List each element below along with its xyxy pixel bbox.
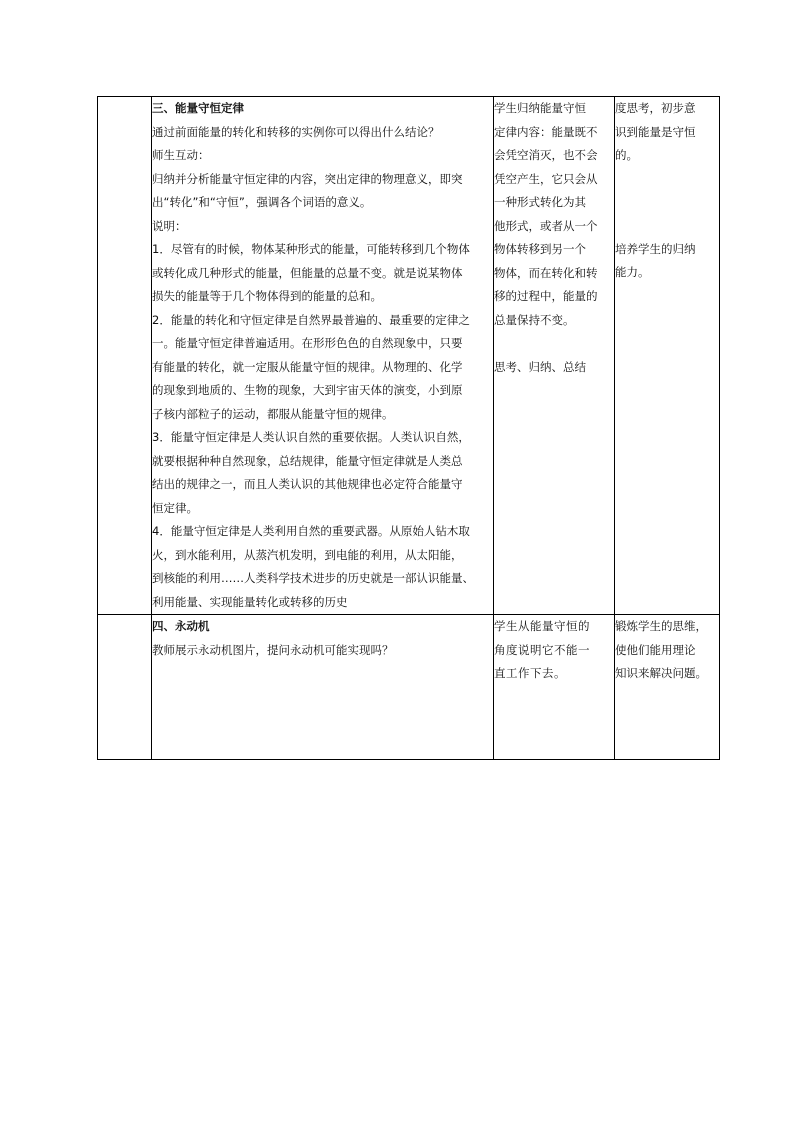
empty-cell — [98, 97, 152, 615]
teaching-content-cell — [152, 615, 494, 760]
note-point-2 — [152, 309, 493, 427]
interaction-text — [152, 168, 493, 215]
empty-cell — [98, 615, 152, 760]
intent-summary — [615, 615, 719, 686]
text-line: 火，到水能利用，从蒸汽机发明，到电能的利用，从太阳能， — [152, 547, 463, 562]
text-line: 定律内容：能量既不 — [494, 124, 598, 139]
text-line: 恒定律。 — [152, 500, 198, 515]
teacher-activity: 教师展示永动机图片，提问永动机可能实现吗？ — [152, 642, 394, 657]
text-line: 移的过程中，能量的 — [494, 289, 598, 303]
text-line: 子核内部粒子的运动，都服从能量守恒的规律。 — [152, 406, 394, 421]
note-point-3 — [152, 426, 493, 520]
design-intent-cell — [615, 97, 720, 615]
intent-summary — [615, 238, 719, 285]
text-line: 一种形式转化为其 — [494, 195, 586, 209]
text-line: 会凭空消灭，也不会 — [494, 148, 598, 162]
student-activity-cell — [494, 615, 615, 760]
text-line: 到核能的利用……人类科学技术进步的历史就是一部认识能量、 — [152, 571, 474, 585]
text-line: 角度说明它不能一 — [494, 642, 590, 657]
student-activity-cell — [494, 97, 615, 615]
text-line: 使他们能用理论 — [615, 642, 696, 657]
text-line: 结出的规律之一，而且人类认识的其他规律也必定符合能量守 — [152, 477, 463, 491]
text-line: 4．能量守恒定律是人类利用自然的重要武器。从原始人钻木取 — [152, 524, 470, 538]
text-line: 2．能量的转化和守恒定律是自然界最普遍的、最重要的定律之 — [152, 312, 470, 327]
text-line: 的现象到地质的、生物的现象，大到宇宙天体的演变，小到原 — [152, 383, 463, 397]
text-line: 学生归纳能量守恒 — [494, 101, 586, 115]
text-line: 培养学生的归纳 — [615, 241, 696, 256]
teaching-content-cell — [152, 97, 494, 615]
design-intent-cell — [615, 615, 720, 760]
interaction-label: 师生互动： — [152, 148, 210, 162]
student-activity: 思考、归纳、总结 — [494, 360, 586, 374]
text-line: 知识来解决问题。 — [615, 666, 707, 680]
section-heading: 三、能量守恒定律 — [152, 101, 244, 115]
text-line: 3．能量守恒定律是人类认识自然的重要依据。人类认识自然， — [152, 430, 470, 444]
text-line: 总量保持不变。 — [494, 312, 575, 327]
spacer — [615, 168, 719, 238]
text-line: 物体，而在转化和转 — [494, 265, 598, 280]
guiding-question: 通过前面能量的转化和转移的实例你可以得出什么结论？ — [152, 124, 440, 139]
section-heading: 四、永动机 — [152, 619, 210, 633]
text-line: 他形式，或者从一个 — [494, 218, 598, 233]
note-point-1 — [152, 238, 493, 309]
text-line: 度思考，初步意 — [615, 101, 696, 115]
text-line: 的。 — [615, 148, 638, 162]
text-line: 利用能量、实现能量转化或转移的历史 — [152, 594, 348, 609]
note-label: 说明： — [152, 218, 187, 233]
text-line: 出“转化”和“守恒”，强调各个词语的意义。 — [152, 195, 372, 209]
table-row — [98, 97, 720, 615]
text-line: 有能量的转化，就一定服从能量守恒的规律。从物理的、化学 — [152, 359, 463, 374]
table-row — [98, 615, 720, 760]
text-line: 能力。 — [615, 265, 650, 279]
lesson-plan-table — [97, 96, 720, 760]
text-line: 就要根据种种自然现象，总结规律，能量守恒定律就是人类总 — [152, 453, 463, 468]
text-line: 1．尽管有的时候，物体某种形式的能量，可能转移到几个物体 — [152, 242, 470, 256]
text-line: 一。能量守恒定律普遍适用。在形形色色的自然现象中，只要 — [152, 336, 463, 350]
student-explanation — [494, 615, 614, 686]
text-line: 归纳并分析能量守恒定律的内容，突出定律的物理意义，即突 — [152, 171, 463, 186]
text-line: 凭空产生，它只会从 — [494, 171, 598, 186]
text-line: 损失的能量等于几个物体得到的能量的总和。 — [152, 289, 382, 303]
text-line: 识到能量是守恒 — [615, 124, 696, 139]
intent-continuation — [615, 97, 719, 168]
text-line: 学生从能量守恒的 — [494, 619, 590, 633]
text-line: 或转化成几种形式的能量，但能量的总量不变。就是说某物体 — [152, 265, 463, 280]
student-summary — [494, 97, 614, 332]
text-line: 直工作下去。 — [494, 666, 566, 680]
note-point-4 — [152, 520, 493, 614]
text-line: 物体转移到另一个 — [494, 242, 586, 256]
spacer — [494, 332, 614, 356]
text-line: 锻炼学生的思维， — [615, 619, 707, 633]
